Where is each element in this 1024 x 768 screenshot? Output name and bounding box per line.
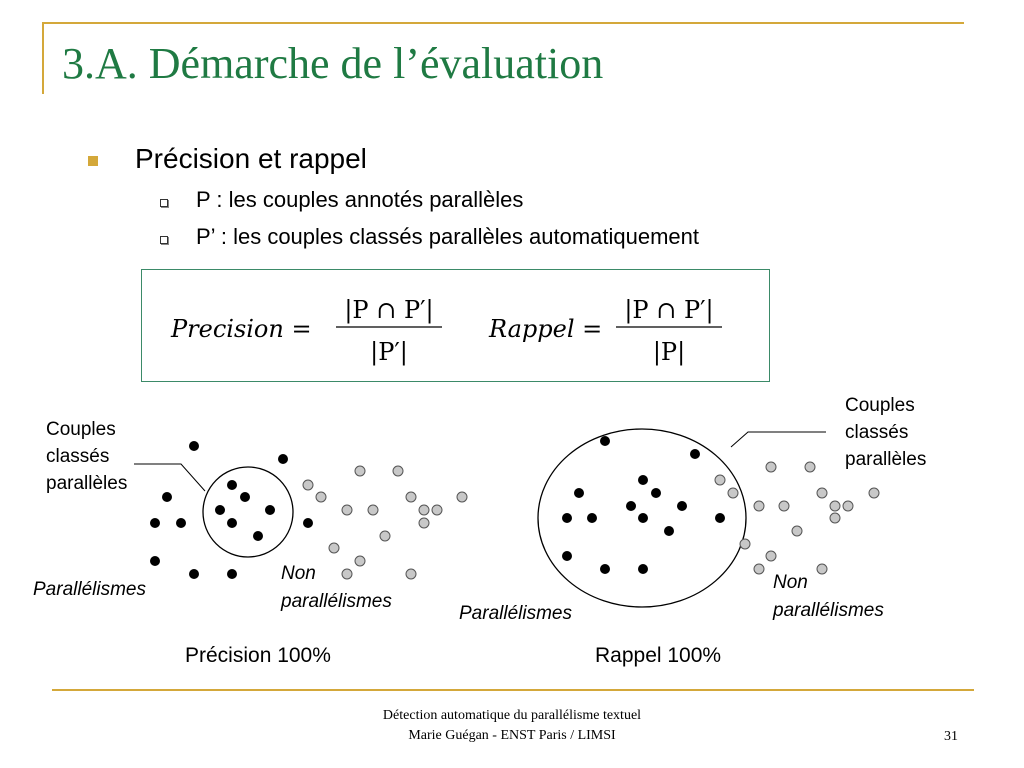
parallel-dot	[651, 488, 661, 498]
non-parallel-dot	[355, 466, 365, 476]
left-filled-dots	[150, 441, 313, 579]
leader-line	[134, 464, 205, 491]
parallel-dot	[240, 492, 250, 502]
parallel-dot	[265, 505, 275, 515]
parallel-dot	[227, 518, 237, 528]
non-parallel-dot	[830, 513, 840, 523]
non-parallel-dot	[393, 466, 403, 476]
non-parallel-dot	[792, 526, 802, 536]
parallel-dot	[189, 569, 199, 579]
precision-caption: Précision 100%	[185, 644, 331, 667]
non-parallel-dot	[303, 480, 313, 490]
parallel-dot	[189, 441, 199, 451]
right-parallelismes-label: Parallélismes	[459, 603, 572, 624]
parallel-dot	[587, 513, 597, 523]
parallel-dot	[562, 551, 572, 561]
rappel-caption: Rappel 100%	[595, 644, 722, 667]
left-non-parallelismes-label: Non parallélismes	[281, 563, 392, 612]
parallel-dot	[278, 454, 288, 464]
non-parallel-dot	[342, 505, 352, 515]
right-couples-label: Couples classés parallèles	[845, 395, 927, 470]
parallel-dot	[600, 564, 610, 574]
rappel-numerator: |P ∩ P′|	[624, 296, 714, 324]
leader-line	[731, 432, 826, 447]
parallel-dot	[664, 526, 674, 536]
parallel-dot	[227, 569, 237, 579]
non-parallel-dot	[754, 564, 764, 574]
parallel-dot	[162, 492, 172, 502]
non-parallel-dot	[779, 501, 789, 511]
parallel-dot	[303, 518, 313, 528]
left-parallelismes-label: Parallélismes	[33, 579, 146, 600]
sub-item-p: P : les couples annotés parallèles	[196, 187, 524, 212]
parallel-dot	[176, 518, 186, 528]
non-parallel-dot	[754, 501, 764, 511]
left-couples-label: Couples classés parallèles	[46, 419, 128, 494]
parallel-dot	[574, 488, 584, 498]
non-parallel-dot	[457, 492, 467, 502]
parallel-dot	[626, 501, 636, 511]
non-parallel-dot	[406, 569, 416, 579]
slide-title: 3.A. Démarche de l’évaluation	[62, 39, 604, 88]
parallel-dot	[562, 513, 572, 523]
rappel-lhs: Rappel =	[489, 315, 603, 343]
non-parallel-dot	[766, 551, 776, 561]
parallel-dot	[638, 475, 648, 485]
precision-denominator: |P′|	[370, 338, 408, 366]
right-non-parallelismes-label: Non parallélismes	[773, 572, 884, 621]
right-filled-dots	[562, 436, 725, 574]
non-parallel-dot	[316, 492, 326, 502]
parallel-dot	[253, 531, 263, 541]
parallel-dot	[227, 480, 237, 490]
parallel-dot	[638, 564, 648, 574]
right-empty-dots	[715, 462, 879, 574]
sub-item-p-prime: P’ : les couples classés parallèles automatiquement	[196, 224, 700, 249]
parallel-dot	[677, 501, 687, 511]
non-parallel-dot	[805, 462, 815, 472]
rappel-denominator: |P|	[652, 338, 686, 366]
footer-line1: Détection automatique du parallélisme textuel	[382, 708, 642, 723]
non-parallel-dot	[728, 488, 738, 498]
precision-lhs: Precision =	[171, 315, 312, 343]
parallel-dot	[638, 513, 648, 523]
parallel-dot	[150, 556, 160, 566]
page-number: 31	[944, 729, 958, 744]
non-parallel-dot	[419, 518, 429, 528]
parallel-dot	[215, 505, 225, 515]
precision-numerator: |P ∩ P′|	[344, 296, 434, 324]
footer-rule	[52, 689, 974, 691]
non-parallel-dot	[432, 505, 442, 515]
footer-line2: Marie Guégan - ENST Paris / LIMSI	[408, 728, 616, 743]
parallel-dot	[715, 513, 725, 523]
parallel-dot	[150, 518, 160, 528]
non-parallel-dot	[368, 505, 378, 515]
non-parallel-dot	[830, 501, 840, 511]
non-parallel-dot	[715, 475, 725, 485]
non-parallel-dot	[406, 492, 416, 502]
non-parallel-dot	[843, 501, 853, 511]
non-parallel-dot	[817, 488, 827, 498]
parallel-dot	[600, 436, 610, 446]
non-parallel-dot	[766, 462, 776, 472]
non-parallel-dot	[740, 539, 750, 549]
non-parallel-dot	[380, 531, 390, 541]
non-parallel-dot	[869, 488, 879, 498]
bullet-text: Précision et rappel	[135, 143, 367, 174]
non-parallel-dot	[329, 543, 339, 553]
non-parallel-dot	[419, 505, 429, 515]
parallel-dot	[690, 449, 700, 459]
